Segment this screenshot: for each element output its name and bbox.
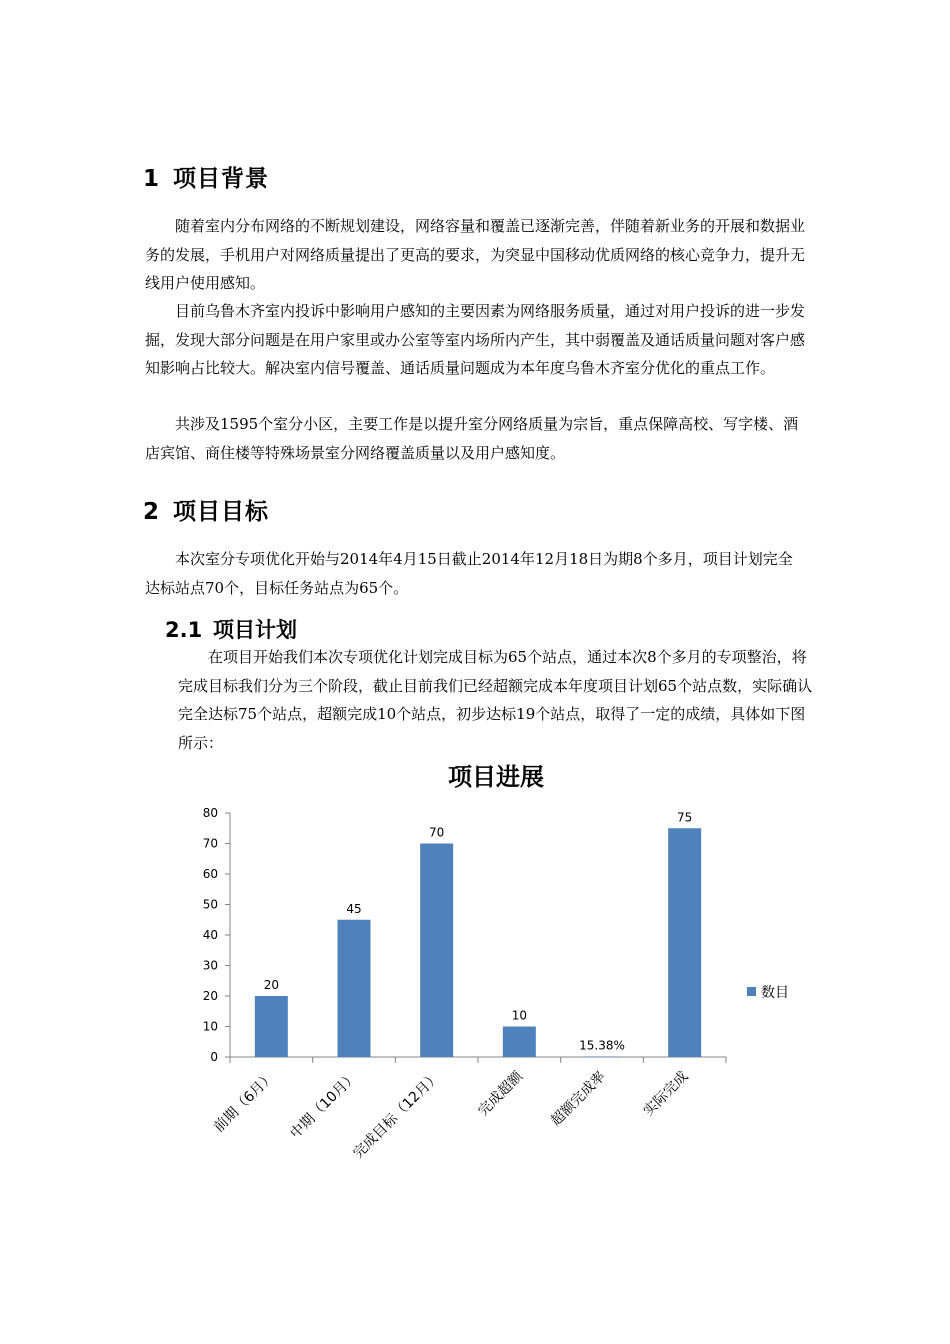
bar: [255, 996, 288, 1057]
y-tick-label: 70: [202, 836, 218, 851]
project-progress-chart: [180, 755, 860, 1175]
section-1-paragraph-2: 目前乌鲁木齐室内投诉中影响用户感知的主要因素为网络服务质量，通过对用户投诉的进一步发掘，发现大部分问题是在用户家里或办公室等室内场所内产生，其中弱覆盖及通话质量问题对客户感知影响占比较大。解决室内信号覆盖、通话质量问题成为本年度乌鲁木齐室分优化的重点工作。: [145, 302, 806, 377]
legend-label: 数目: [761, 985, 789, 1001]
section-1-title: 项目背景: [173, 166, 269, 192]
section-1-number: 1: [143, 166, 161, 192]
y-axis: [203, 806, 230, 1064]
section-2-1-paragraph: 在项目开始我们本次专项优化计划完成目标为65个站点，通过本次8个多月的专项整治，将完成目标我们分为三个阶段，截止目前我们已经超额完成本年度项目计划65个站点数，实际确认完全达标75个站点，超额完成10个站点，初步达标19个站点，取得了一定的成绩，具体如下图所示：: [178, 648, 813, 752]
bar: [420, 844, 453, 1058]
bar-data-label: 45: [346, 901, 362, 916]
section-2-number: 2: [143, 499, 161, 525]
section-2-heading: [143, 493, 269, 526]
section-2-1-number: 2.1: [165, 618, 203, 642]
y-tick-label: 40: [202, 928, 218, 942]
bar: [338, 920, 371, 1057]
x-tick-label: 实际完成: [640, 1068, 692, 1120]
bar-data-label: 20: [263, 978, 279, 992]
x-tick-label: 中期（10月）: [287, 1068, 361, 1142]
x-tick-label: 超额完成率: [548, 1068, 609, 1130]
legend-swatch: [747, 987, 756, 996]
x-tick-label: 完成目标（12月）: [350, 1068, 444, 1162]
y-tick-label: 10: [202, 1019, 218, 1034]
section-1-paragraph-1: 随着室内分布网络的不断规划建设，网络容量和覆盖已逐渐完善，伴随着新业务的开展和数据业务的发展，手机用户对网络质量提出了更高的要求，为突显中国移动优质网络的核心竞争力，提升无线用户使用感知。: [145, 217, 806, 292]
legend: [747, 984, 789, 1001]
y-tick-label: 30: [202, 958, 218, 973]
y-tick-label: 80: [202, 806, 218, 820]
section-2-1-heading: [165, 614, 297, 644]
section-1-heading: [143, 160, 269, 193]
bar-data-label: 70: [429, 825, 445, 840]
bar-data-label: 15.38%: [579, 1038, 625, 1053]
x-axis: [211, 1057, 726, 1162]
y-tick-label: 50: [202, 897, 218, 912]
bar-data-label: 10: [511, 1008, 527, 1023]
chart-title: 项目进展: [448, 763, 544, 791]
bar: [668, 828, 701, 1057]
x-tick-label: 完成超额: [475, 1068, 527, 1120]
section-1-paragraph-3: 共涉及1595个室分小区，主要工作是以提升室分网络质量为宗旨，重点保障高校、写字楼、酒店宾馆、商住楼等特殊场景室分网络覆盖质量以及用户感知度。: [145, 415, 799, 462]
y-tick-label: 0: [210, 1050, 218, 1064]
bar: [503, 1027, 536, 1058]
section-2-title: 项目目标: [173, 499, 269, 525]
section-2-1-title: 项目计划: [213, 618, 297, 642]
section-2-paragraph: 本次室分专项优化开始与2014年4月15日截止2014年12月18日为期8个多月，项目计划完全达标站点70个，目标任务站点为65个。: [145, 550, 793, 597]
y-tick-label: 20: [202, 989, 218, 1003]
y-tick-label: 60: [202, 867, 218, 881]
x-tick-label: 前期（6月）: [211, 1068, 279, 1136]
bar-series: [255, 810, 701, 1057]
bar-data-label: 75: [677, 810, 693, 825]
